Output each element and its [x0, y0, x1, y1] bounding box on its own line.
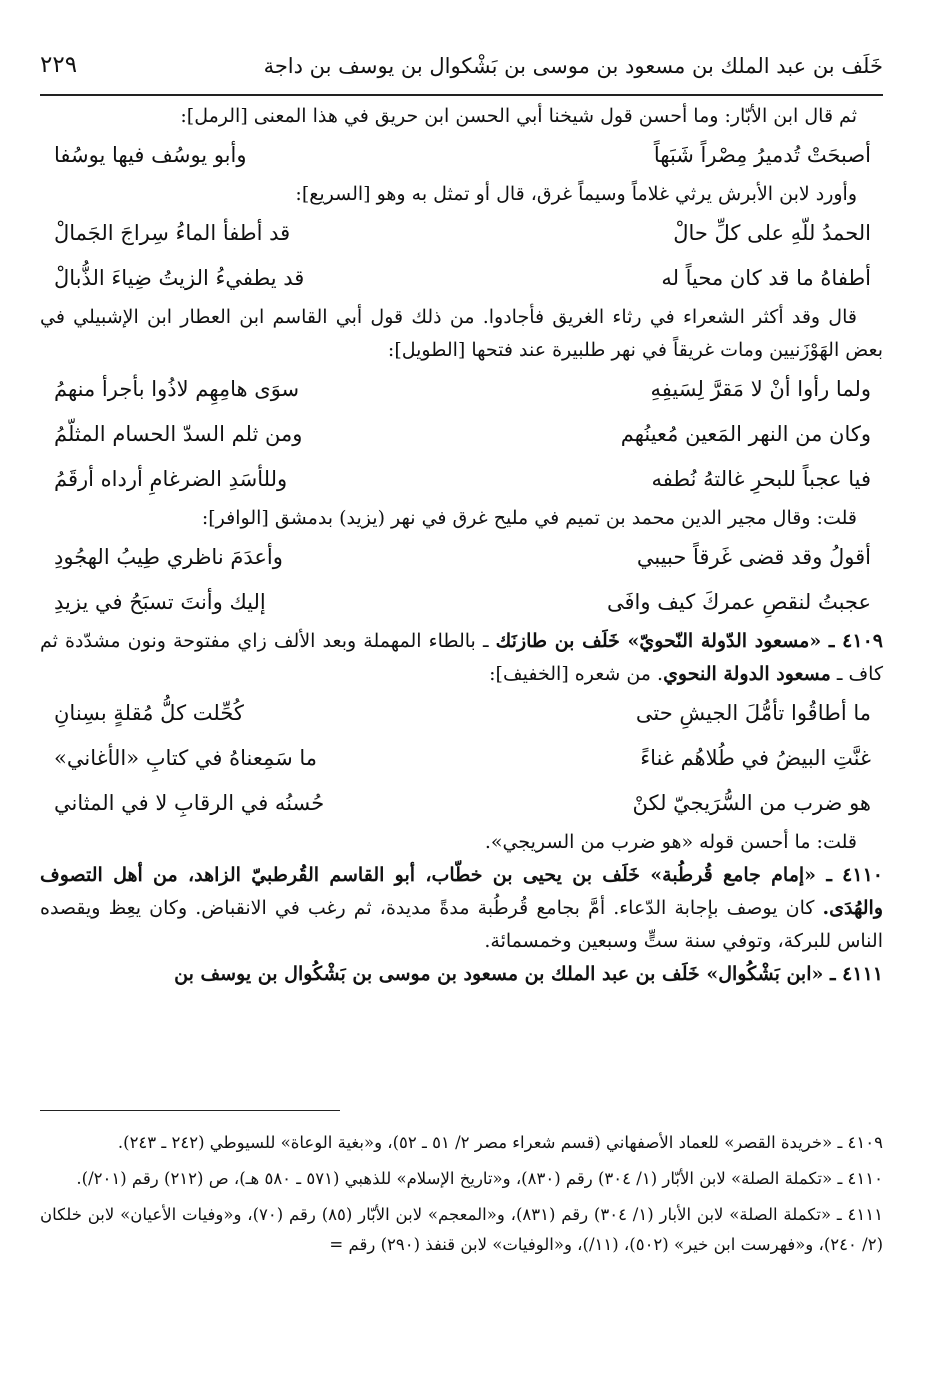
footnote-list [40, 1128, 883, 1260]
verse-second-hemistich: وأبو يوسُف فيها يوسُفا [54, 143, 247, 167]
verse-line [40, 535, 883, 580]
verse-first-hemistich: الحمدُ للّهِ على كلِّ حالْ [673, 221, 871, 245]
entry-4110-heading: ٤١١٠ ـ «إمام جامع قُرطُبة» خَلَف بن يحيى بن خطّاب، أبو القاسم القُرطبيّ الزاهد، من أهل التصوف والهُدَى. [40, 864, 883, 919]
paragraph-ibn-al-abrash: وأورد لابن الأبرش يرثي غلاماً وسيماً غرق، قال أو تمثل به وهو [السريع]: [295, 183, 857, 205]
verse-second-hemistich: وأعدَمَ ناظري طِيبُ الهجُودِ [54, 545, 283, 569]
page-body [40, 100, 883, 991]
verse-second-hemistich: إليك وأنتَ تسبَحُ في يزيدِ [54, 590, 266, 614]
entry-4109-description: ـ بالطاء المهملة وبعد الألف زاي مفتوحة ونون مشدّدة ثم كاف ـ [40, 630, 883, 685]
entry-4109-name: مسعود الدولة النحوي [663, 663, 831, 685]
footnote-4109: ٤١٠٩ ـ «خريدة القصر» للعماد الأصفهاني (قسم شعراء مصر ٢/ ٥١ ـ ٥٢)، و«بغية الوعاة» للسيوطي (٢٤٢ ـ ٢٤٣). [117, 1133, 883, 1152]
page-header [40, 48, 883, 96]
verse-second-hemistich: وللأسَدِ الضرغامِ أرداه أرقَمُ [54, 467, 288, 491]
running-title: خَلَف بن عبد الملك بن مسعود بن موسى بن بَشْكوال بن يوسف بن داجة [263, 54, 883, 78]
footnote-4110: ٤١١٠ ـ «تكملة الصلة» لابن الأبّار (١/ ٣٠٤) رقم (٨٣٠)، و«تاريخ الإسلام» للذهبي (٥٧١ ـ ٥٨٠ هـ)، ص (٢١٢) رقم (٢٠١/). [76, 1169, 883, 1188]
verse-first-hemistich: ولما رأوا أنْ لا مَقرَّ لِسَيفِهِ [650, 377, 871, 401]
paragraph-mujir-al-din: قلت: وقال مجير الدين محمد بن تميم في مليح غرق في نهر (يزيد) بدمشق [الوافر]: [201, 507, 857, 529]
verse-second-hemistich: قد أطفأ الماءُ سِراجَ الجَمالْ [54, 221, 291, 245]
entry-4109 [40, 625, 883, 691]
verse-line [40, 781, 883, 826]
verse-line [40, 457, 883, 502]
verse-line [40, 211, 883, 256]
verse-line [40, 736, 883, 781]
entry-4111-heading: ٤١١١ ـ «ابن بَشْكُوال» خَلَف بن عبد الملك بن مسعود بن موسى بن بَشْكُوال بن يوسف بن [174, 963, 883, 985]
verse-second-hemistich: حُسنُه في الرقابِ لا في المثاني [54, 791, 325, 815]
footnote-separator [40, 1110, 340, 1111]
entry-4110-body: كان يوصف بإجابة الدّعاء. أمَّ بجامع قُرطُبة مدةً مديدة، ثم رغب في الانقباض. وكان يعِظ ويقصده الناس للبركة، وتوفي سنة ستٍّ وسبعين وخمسمائة. [40, 897, 883, 952]
verse-first-hemistich: عجبتُ لنقصِ عمركَ كيف وافَى [607, 590, 871, 614]
page-number: ٢٢٩ [40, 52, 78, 78]
verse-first-hemistich: غنَّتِ البيضُ في طُلاهُم غناءً [640, 746, 871, 770]
verse-line [40, 412, 883, 457]
entry-4109-tail: . من شعره [الخفيف]: [489, 663, 664, 685]
footnote-4111: ٤١١١ ـ «تكملة الصلة» لابن الأبار (١/ ٣٠٤) رقم (٨٣١)، و«المعجم» لابن الأبّار (٨٥) رقم (٧٠)، و«وفيات الأعيان» لابن خلكان (٢/ ٢٤٠)، و«فهرست ابن خير» (٥٠٢)، (١١/)، و«الوفيات» لابن قنفذ (٢٩٠) رقم = [40, 1205, 883, 1254]
verse-second-hemistich: كُحِّلت كلُّ مُقلةٍ بسِنانِ [54, 701, 244, 725]
verse-first-hemistich: فيا عجباً للبحرِ غالتهُ نُطفه [651, 467, 871, 491]
verse-first-hemistich: هو ضرب من السُّرَيجيّ لكنْ [632, 791, 871, 815]
verse-first-hemistich: ما أطاقُوا تأمُّلَ الجيشِ حتى [635, 701, 871, 725]
verse-second-hemistich: سوَى هامِهِم لاذُوا بأجرأ منهمُ [54, 377, 300, 401]
entry-4109-heading: ٤١٠٩ ـ «مسعود الدّولة النّحويّ» خَلَف بن طازنَك [495, 630, 883, 652]
verse-line [40, 580, 883, 625]
verse-second-hemistich: ومن ثلم السدّ الحسام المثلّمُ [54, 422, 303, 446]
verse-first-hemistich: أقولُ وقد قضى غَرقاً حبيبي [636, 545, 871, 569]
verse-first-hemistich: أطفاهُ ما قد كان محياً له [661, 266, 871, 290]
verse-line [40, 256, 883, 301]
verse-line [40, 367, 883, 412]
paragraph-ibn-al-abbar: ثم قال ابن الأبّار: وما أحسن قول شيخنا أبي الحسن ابن حريق في هذا المعنى [الرمل]: [180, 105, 857, 127]
paragraph-comment: قلت: ما أحسن قوله «هو ضرب من السريجي». [484, 831, 857, 853]
verse-line [40, 133, 883, 178]
verse-line [40, 691, 883, 736]
verse-second-hemistich: قد يطفيءُ الزيتُ ضِياءَ الذُّبالْ [54, 266, 305, 290]
verse-second-hemistich: ما سَمِعناهُ في كتابِ «الأغاني» [54, 746, 318, 770]
paragraph-drowning-elegies: قال وقد أكثر الشعراء في رثاء الغريق فأجادوا. من ذلك قول أبي القاسم ابن العطار ابن الإشبيلي في بعض الهَوْزَنيين ومات غريقاً في نهر طلبيرة عند فتحها [الطويل]: [40, 306, 883, 361]
verse-first-hemistich: أصبحَتْ تُدميرُ مِصْراً شَبَهاً [653, 143, 871, 167]
verse-first-hemistich: وكان من النهر المَعين مُعينُهم [620, 422, 871, 446]
entry-4110 [40, 859, 883, 958]
